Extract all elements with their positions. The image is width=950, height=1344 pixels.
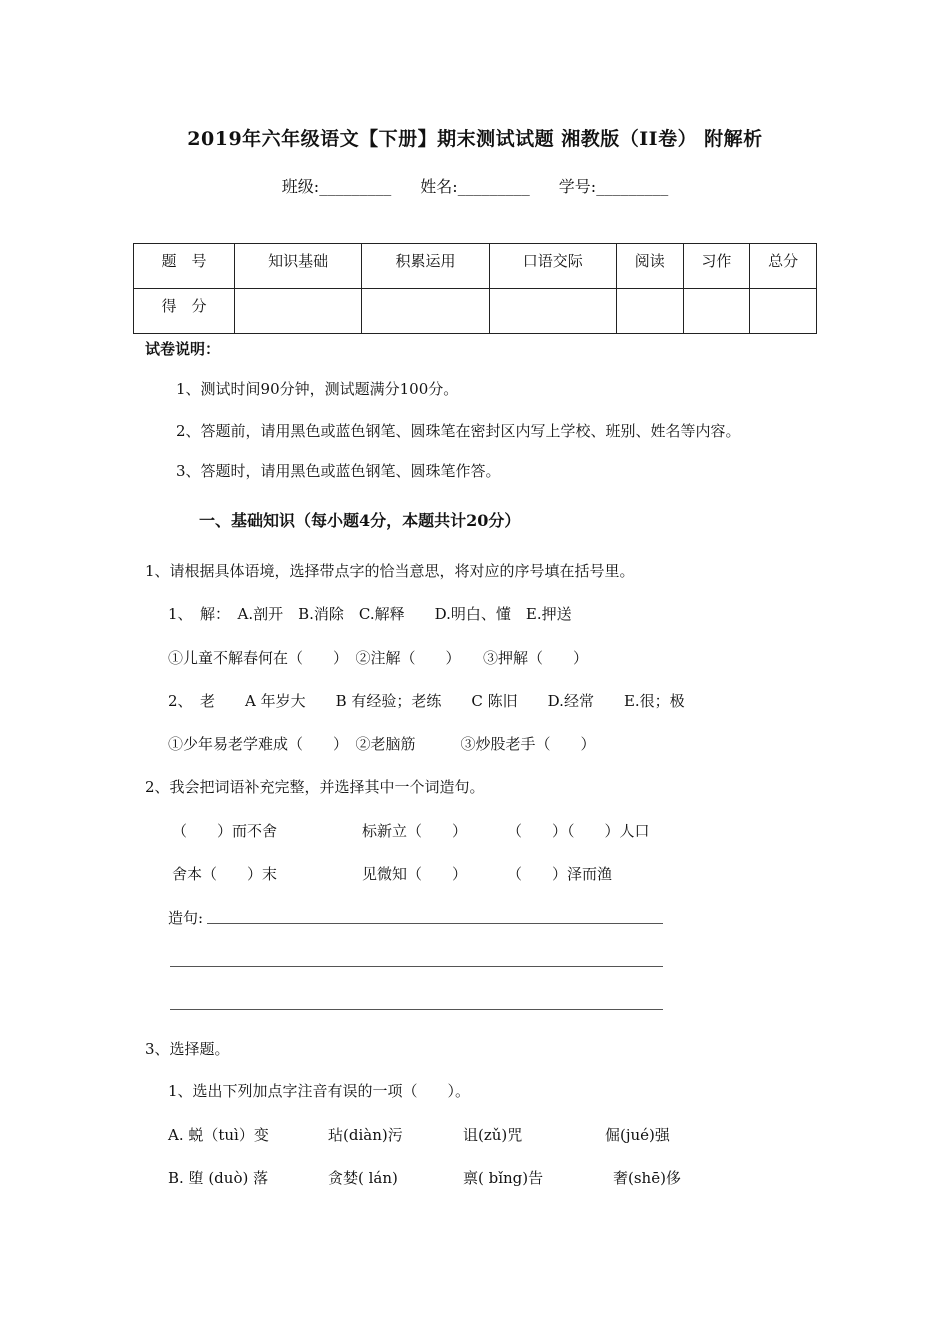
page-title: 2019年六年级语文【下册】期末测试试题 湘教版（II卷） 附解析	[187, 128, 763, 150]
header-cell: 口语交际	[489, 244, 616, 289]
idiom-blank: （ ）泽而渔	[507, 865, 613, 883]
score-table	[133, 243, 817, 334]
name-field: 姓名:_________	[420, 177, 530, 196]
number-field: 学号:_________	[558, 177, 669, 196]
header-cell: 题 号	[134, 244, 235, 289]
idiom-blank: 舍本（ ）末	[172, 865, 278, 883]
score-table-score-row	[134, 289, 817, 334]
question-blanks: ①儿童不解春何在（ ） ②注解（ ） ③押解（ ）	[168, 649, 589, 667]
student-info	[0, 174, 950, 197]
question-options: 2、 老 A 年岁大 B 有经验；老练 C 陈旧 D.经常 E.很；极	[168, 692, 685, 710]
score-cell	[489, 289, 616, 334]
score-table-header-row	[134, 244, 817, 289]
idiom-blank: （ ）而不舍	[172, 822, 278, 840]
option-b-item: 贪婪( lán)	[328, 1169, 398, 1187]
option-a-item: 诅(zǔ)咒	[463, 1126, 523, 1144]
option-b-item: 禀( bǐng)告	[463, 1169, 544, 1187]
instruction-item: 2、答题前，请用黑色或蓝色钢笔、圆珠笔在密封区内写上学校、班别、姓名等内容。	[176, 422, 741, 440]
option-a-item: 倔(jué)强	[605, 1126, 670, 1144]
header-cell: 阅读	[616, 244, 683, 289]
header-cell: 积累运用	[362, 244, 489, 289]
answer-line	[170, 966, 663, 967]
instruction-item: 1、测试时间90分钟，测试题满分100分。	[176, 380, 459, 398]
score-cell	[750, 289, 817, 334]
question-stem: 3、选择题。	[145, 1040, 230, 1058]
idiom-blank: 见微知（ ）	[362, 865, 468, 883]
score-cell	[235, 289, 362, 334]
idiom-blank: 标新立（ ）	[362, 822, 468, 840]
answer-line	[170, 1009, 663, 1010]
question-stem: 2、我会把词语补充完整，并选择其中一个词造句。	[145, 778, 485, 796]
instructions-heading: 试卷说明：	[145, 340, 221, 358]
score-cell	[616, 289, 683, 334]
answer-line	[207, 923, 663, 924]
option-a-item: A. 蜕（tuì）变	[168, 1126, 269, 1144]
score-cell	[683, 289, 750, 334]
option-b-item: B. 堕 (duò) 落	[168, 1169, 269, 1187]
header-cell: 习作	[683, 244, 750, 289]
option-a-item: 玷(diàn)污	[328, 1126, 403, 1144]
idiom-blank: （ ）（ ）人口	[507, 822, 650, 840]
header-cell: 知识基础	[235, 244, 362, 289]
header-cell: 总分	[750, 244, 817, 289]
row-label: 得 分	[134, 289, 235, 334]
score-cell	[362, 289, 489, 334]
instruction-item: 3、答题时，请用黑色或蓝色钢笔、圆珠笔作答。	[176, 462, 501, 480]
question-sub: 1、选出下列加点字注音有误的一项（ ）。	[168, 1082, 471, 1100]
class-field: 班级:_________	[281, 177, 392, 196]
section-heading: 一、基础知识（每小题4分，本题共计20分）	[199, 511, 521, 530]
question-blanks: ①少年易老学难成（ ） ②老脑筋 ③炒股老手（ ）	[168, 735, 596, 753]
question-stem: 1、请根据具体语境，选择带点字的恰当意思，将对应的序号填在括号里。	[145, 562, 635, 580]
question-options: 1、 解： A.剖开 B.消除 C.解释 D.明白、懂 E.押送	[168, 605, 572, 623]
option-b-item: 奢(shē)侈	[613, 1169, 681, 1187]
sentence-label: 造句:	[168, 909, 204, 927]
